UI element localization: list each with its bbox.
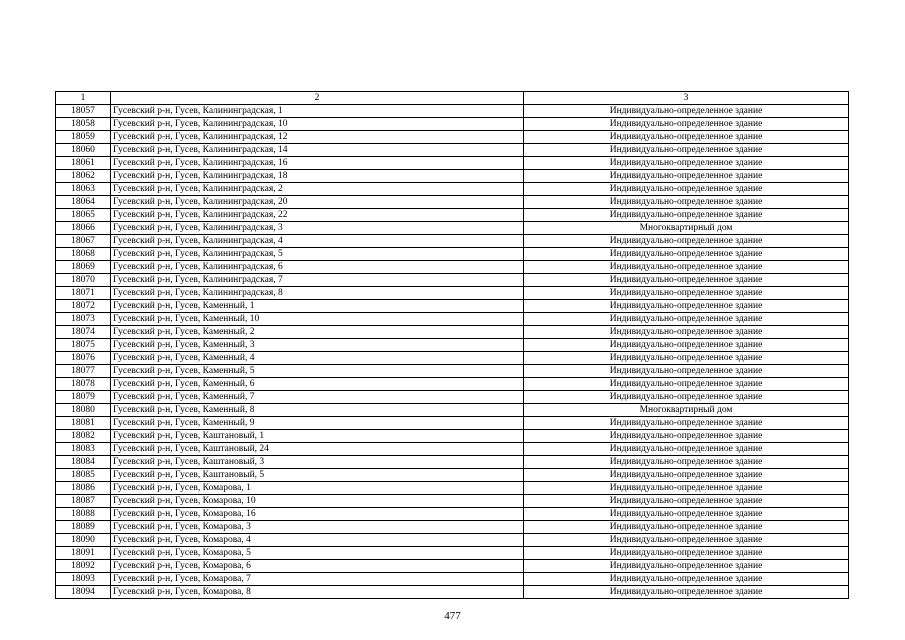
object-type-cell: Индивидуально-определенное здание xyxy=(524,313,849,326)
address-cell: Гусевский р-н, Гусев, Каменный, 10 xyxy=(111,313,524,326)
object-type-cell: Индивидуально-определенное здание xyxy=(524,287,849,300)
object-type-cell: Индивидуально-определенное здание xyxy=(524,430,849,443)
object-type-cell: Индивидуально-определенное здание xyxy=(524,573,849,586)
column-header-3: 3 xyxy=(524,92,849,105)
address-cell: Гусевский р-н, Гусев, Комарова, 6 xyxy=(111,560,524,573)
object-type-cell: Индивидуально-определенное здание xyxy=(524,196,849,209)
table-row xyxy=(56,339,849,352)
address-cell: Гусевский р-н, Гусев, Калининградская, 12 xyxy=(111,131,524,144)
table-row xyxy=(56,573,849,586)
record-number-cell: 18085 xyxy=(56,469,111,482)
object-type-cell: Индивидуально-определенное здание xyxy=(524,560,849,573)
table-row xyxy=(56,157,849,170)
record-number-cell: 18081 xyxy=(56,417,111,430)
object-type-cell: Индивидуально-определенное здание xyxy=(524,339,849,352)
table-row xyxy=(56,443,849,456)
address-cell: Гусевский р-н, Гусев, Калининградская, 4 xyxy=(111,235,524,248)
table-row xyxy=(56,365,849,378)
record-number-cell: 18065 xyxy=(56,209,111,222)
table-row xyxy=(56,209,849,222)
record-number-cell: 18067 xyxy=(56,235,111,248)
object-type-cell: Индивидуально-определенное здание xyxy=(524,118,849,131)
table-row xyxy=(56,300,849,313)
object-type-cell: Индивидуально-определенное здание xyxy=(524,261,849,274)
record-number-cell: 18087 xyxy=(56,495,111,508)
table-header-row xyxy=(56,92,849,105)
record-number-cell: 18079 xyxy=(56,391,111,404)
table-body xyxy=(56,92,849,599)
table-row xyxy=(56,391,849,404)
record-number-cell: 18062 xyxy=(56,170,111,183)
table-row xyxy=(56,534,849,547)
record-number-cell: 18064 xyxy=(56,196,111,209)
object-type-cell: Индивидуально-определенное здание xyxy=(524,534,849,547)
address-cell: Гусевский р-н, Гусев, Комарова, 4 xyxy=(111,534,524,547)
record-number-cell: 18090 xyxy=(56,534,111,547)
record-number-cell: 18091 xyxy=(56,547,111,560)
address-cell: Гусевский р-н, Гусев, Калининградская, 2 xyxy=(111,183,524,196)
address-cell: Гусевский р-н, Гусев, Калининградская, 3 xyxy=(111,222,524,235)
address-cell: Гусевский р-н, Гусев, Каменный, 2 xyxy=(111,326,524,339)
object-type-cell: Индивидуально-определенное здание xyxy=(524,586,849,599)
table-row xyxy=(56,261,849,274)
document-page xyxy=(55,91,849,599)
table-row xyxy=(56,508,849,521)
table-row xyxy=(56,352,849,365)
table-row xyxy=(56,326,849,339)
address-cell: Гусевский р-н, Гусев, Каменный, 9 xyxy=(111,417,524,430)
record-number-cell: 18077 xyxy=(56,365,111,378)
record-number-cell: 18072 xyxy=(56,300,111,313)
record-number-cell: 18080 xyxy=(56,404,111,417)
object-type-cell: Индивидуально-определенное здание xyxy=(524,157,849,170)
object-type-cell: Индивидуально-определенное здание xyxy=(524,391,849,404)
record-number-cell: 18063 xyxy=(56,183,111,196)
table-row xyxy=(56,482,849,495)
table-row xyxy=(56,456,849,469)
record-number-cell: 18084 xyxy=(56,456,111,469)
object-type-cell: Индивидуально-определенное здание xyxy=(524,365,849,378)
table-row xyxy=(56,313,849,326)
record-number-cell: 18074 xyxy=(56,326,111,339)
address-cell: Гусевский р-н, Гусев, Каменный, 6 xyxy=(111,378,524,391)
address-cell: Гусевский р-н, Гусев, Калининградская, 6 xyxy=(111,261,524,274)
object-type-cell: Индивидуально-определенное здание xyxy=(524,521,849,534)
object-type-cell: Индивидуально-определенное здание xyxy=(524,105,849,118)
address-cell: Гусевский р-н, Гусев, Комарова, 8 xyxy=(111,586,524,599)
address-cell: Гусевский р-н, Гусев, Каштановый, 5 xyxy=(111,469,524,482)
address-cell: Гусевский р-н, Гусев, Комарова, 7 xyxy=(111,573,524,586)
column-header-2: 2 xyxy=(111,92,524,105)
record-number-cell: 18059 xyxy=(56,131,111,144)
table-row xyxy=(56,287,849,300)
object-type-cell: Индивидуально-определенное здание xyxy=(524,144,849,157)
record-number-cell: 18076 xyxy=(56,352,111,365)
record-number-cell: 18070 xyxy=(56,274,111,287)
page-number: 477 xyxy=(444,610,461,622)
address-cell: Гусевский р-н, Гусев, Калининградская, 1 xyxy=(111,105,524,118)
address-cell: Гусевский р-н, Гусев, Калининградская, 22 xyxy=(111,209,524,222)
object-type-cell: Индивидуально-определенное здание xyxy=(524,443,849,456)
address-cell: Гусевский р-н, Гусев, Каштановый, 3 xyxy=(111,456,524,469)
record-number-cell: 18066 xyxy=(56,222,111,235)
table-row xyxy=(56,222,849,235)
address-cell: Гусевский р-н, Гусев, Калининградская, 20 xyxy=(111,196,524,209)
record-number-cell: 18086 xyxy=(56,482,111,495)
record-number-cell: 18060 xyxy=(56,144,111,157)
address-cell: Гусевский р-н, Гусев, Каменный, 5 xyxy=(111,365,524,378)
address-cell: Гусевский р-н, Гусев, Каменный, 8 xyxy=(111,404,524,417)
address-cell: Гусевский р-н, Гусев, Калининградская, 5 xyxy=(111,248,524,261)
object-type-cell: Индивидуально-определенное здание xyxy=(524,547,849,560)
object-type-cell: Индивидуально-определенное здание xyxy=(524,209,849,222)
address-cell: Гусевский р-н, Гусев, Каменный, 3 xyxy=(111,339,524,352)
record-number-cell: 18069 xyxy=(56,261,111,274)
table-row xyxy=(56,469,849,482)
record-number-cell: 18082 xyxy=(56,430,111,443)
table-row xyxy=(56,417,849,430)
object-type-cell: Индивидуально-определенное здание xyxy=(524,326,849,339)
record-number-cell: 18092 xyxy=(56,560,111,573)
address-cell: Гусевский р-н, Гусев, Калининградская, 18 xyxy=(111,170,524,183)
address-cell: Гусевский р-н, Гусев, Каменный, 7 xyxy=(111,391,524,404)
object-type-cell: Многоквартирный дом xyxy=(524,222,849,235)
record-number-cell: 18071 xyxy=(56,287,111,300)
record-number-cell: 18094 xyxy=(56,586,111,599)
table-row xyxy=(56,547,849,560)
address-cell: Гусевский р-н, Гусев, Комарова, 10 xyxy=(111,495,524,508)
object-type-cell: Индивидуально-определенное здание xyxy=(524,183,849,196)
table-row xyxy=(56,183,849,196)
table-row xyxy=(56,118,849,131)
address-cell: Гусевский р-н, Гусев, Комарова, 3 xyxy=(111,521,524,534)
table-row xyxy=(56,105,849,118)
address-cell: Гусевский р-н, Гусев, Калининградская, 10 xyxy=(111,118,524,131)
address-cell: Гусевский р-н, Гусев, Каменный, 4 xyxy=(111,352,524,365)
record-number-cell: 18068 xyxy=(56,248,111,261)
address-cell: Гусевский р-н, Гусев, Калининградская, 16 xyxy=(111,157,524,170)
address-cell: Гусевский р-н, Гусев, Каменный, 1 xyxy=(111,300,524,313)
object-type-cell: Индивидуально-определенное здание xyxy=(524,274,849,287)
object-type-cell: Индивидуально-определенное здание xyxy=(524,248,849,261)
object-type-cell: Индивидуально-определенное здание xyxy=(524,235,849,248)
address-cell: Гусевский р-н, Гусев, Каштановый, 24 xyxy=(111,443,524,456)
table-row xyxy=(56,235,849,248)
record-number-cell: 18093 xyxy=(56,573,111,586)
table-row xyxy=(56,378,849,391)
address-cell: Гусевский р-н, Гусев, Каштановый, 1 xyxy=(111,430,524,443)
object-type-cell: Индивидуально-определенное здание xyxy=(524,170,849,183)
object-type-cell: Многоквартирный дом xyxy=(524,404,849,417)
table-row xyxy=(56,170,849,183)
object-type-cell: Индивидуально-определенное здание xyxy=(524,352,849,365)
table-row xyxy=(56,248,849,261)
address-cell: Гусевский р-н, Гусев, Калининградская, 8 xyxy=(111,287,524,300)
table-row xyxy=(56,196,849,209)
table-row xyxy=(56,586,849,599)
object-type-cell: Индивидуально-определенное здание xyxy=(524,508,849,521)
table-row xyxy=(56,404,849,417)
table-row xyxy=(56,560,849,573)
record-number-cell: 18089 xyxy=(56,521,111,534)
table-row xyxy=(56,274,849,287)
record-number-cell: 18073 xyxy=(56,313,111,326)
record-number-cell: 18058 xyxy=(56,118,111,131)
record-number-cell: 18057 xyxy=(56,105,111,118)
table-row xyxy=(56,495,849,508)
object-type-cell: Индивидуально-определенное здание xyxy=(524,495,849,508)
table-row xyxy=(56,521,849,534)
address-cell: Гусевский р-н, Гусев, Калининградская, 14 xyxy=(111,144,524,157)
address-cell: Гусевский р-н, Гусев, Комарова, 1 xyxy=(111,482,524,495)
object-type-cell: Индивидуально-определенное здание xyxy=(524,417,849,430)
address-cell: Гусевский р-н, Гусев, Комарова, 5 xyxy=(111,547,524,560)
address-cell: Гусевский р-н, Гусев, Комарова, 16 xyxy=(111,508,524,521)
table-row xyxy=(56,131,849,144)
record-number-cell: 18083 xyxy=(56,443,111,456)
record-number-cell: 18078 xyxy=(56,378,111,391)
table-row xyxy=(56,430,849,443)
object-type-cell: Индивидуально-определенное здание xyxy=(524,482,849,495)
column-header-1: 1 xyxy=(56,92,111,105)
table-row xyxy=(56,144,849,157)
object-type-cell: Индивидуально-определенное здание xyxy=(524,378,849,391)
record-number-cell: 18075 xyxy=(56,339,111,352)
object-type-cell: Индивидуально-определенное здание xyxy=(524,131,849,144)
object-type-cell: Индивидуально-определенное здание xyxy=(524,300,849,313)
object-type-cell: Индивидуально-определенное здание xyxy=(524,469,849,482)
object-type-cell: Индивидуально-определенное здание xyxy=(524,456,849,469)
record-number-cell: 18061 xyxy=(56,157,111,170)
address-cell: Гусевский р-н, Гусев, Калининградская, 7 xyxy=(111,274,524,287)
property-registry-table xyxy=(55,91,849,599)
record-number-cell: 18088 xyxy=(56,508,111,521)
